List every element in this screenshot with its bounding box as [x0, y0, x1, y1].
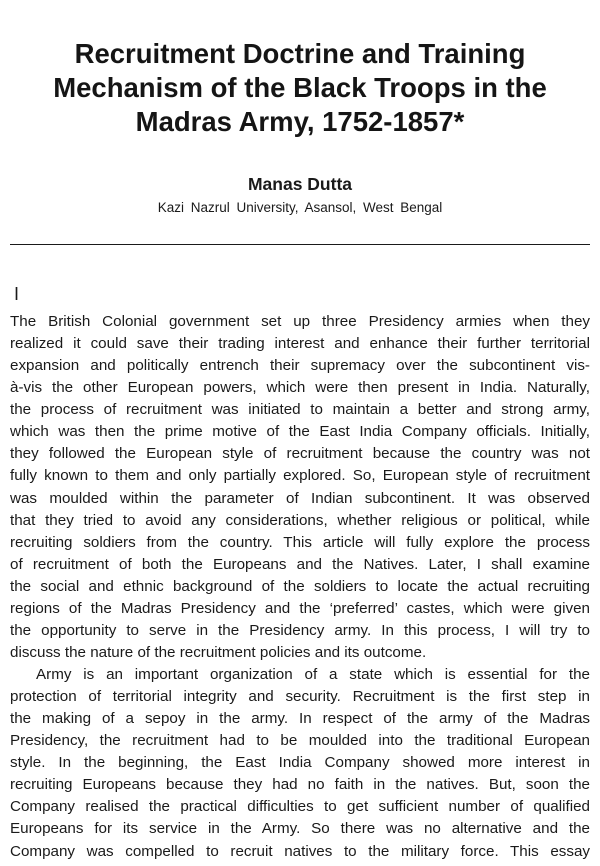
body-text-line: of recruitment of both the Europeans and the Natives. Later, I shall examine: [10, 555, 590, 573]
body-text-line: the process of recruitment was initiated to maintain a better and strong army,: [10, 401, 590, 419]
body-text-line: expansion and politically entrench their supremacy over the subcontinent vis-: [10, 357, 590, 375]
body-text-line: was moulded within the parameter of Indian subcontinent. It was observed: [10, 489, 590, 507]
body-text-line: discuss the nature of the recruitment policies and its outcome.: [10, 644, 427, 662]
article-title-line-1: Recruitment Doctrine and Training: [74, 38, 526, 69]
body-text-line: Presidency, the recruitment had to be moulded into the traditional European: [10, 732, 590, 750]
article-title-line-3: Madras Army, 1752-1857*: [135, 106, 465, 137]
body-text-line: the social and ethnic background of the soldiers to locate the actual recruiting: [10, 577, 590, 595]
body-text-line: recruiting Europeans because they had no faith in the natives. But, soon the: [10, 776, 590, 794]
body-text-line: which was then the prime motive of the East India Company officials. Initially,: [10, 423, 590, 441]
article-title-line-2: Mechanism of the Black Troops in the: [53, 72, 547, 103]
body-text-line: the making of a sepoy in the army. In respect of the army of the Madras: [10, 710, 590, 728]
body-text-line: Company was compelled to recruit natives to the military force. This essay: [10, 842, 590, 860]
body-text-line: Company realised the practical difficulties to get sufficient number of qualified: [10, 798, 590, 816]
body-text-line: fully known to them and only partially explored. So, European style of recruitment: [10, 467, 590, 485]
author-affiliation: Kazi Nazrul University, Asansol, West Bengal: [157, 200, 443, 215]
body-text-line: that they tried to avoid any considerations, whether religious or political, while: [10, 511, 590, 529]
body-text-line: regions of the Madras Presidency and the ‘preferred’ castes, which were given: [10, 599, 590, 617]
body-text-line: protection of territorial integrity and security. Recruitment is the first step in: [10, 688, 590, 706]
body-text-line: style. In the beginning, the East India Company showed more interest in: [10, 754, 590, 772]
body-text-line: recruiting soldiers from the country. This article will fully explore the process: [10, 533, 590, 551]
body-text-line: The British Colonial government set up three Presidency armies when they: [10, 313, 590, 330]
body-text-line: à-vis the other European powers, which were then present in India. Naturally,: [10, 379, 590, 397]
body-text-line: Army is an important organization of a state which is essential for the: [36, 666, 590, 683]
body-text-line: they followed the European style of recruitment because the country was not: [10, 445, 590, 463]
body-text-line: Europeans for its service in the Army. So there was no alternative and the: [10, 820, 590, 838]
author-name: Manas Dutta: [247, 174, 353, 194]
header-divider: [10, 244, 590, 245]
body-text-line: realized it could save their trading interest and enhance their further territorial: [10, 335, 590, 353]
section-heading: I: [14, 284, 20, 304]
body-text-line: the opportunity to serve in the Presidency army. In this process, I will try to: [10, 621, 590, 639]
